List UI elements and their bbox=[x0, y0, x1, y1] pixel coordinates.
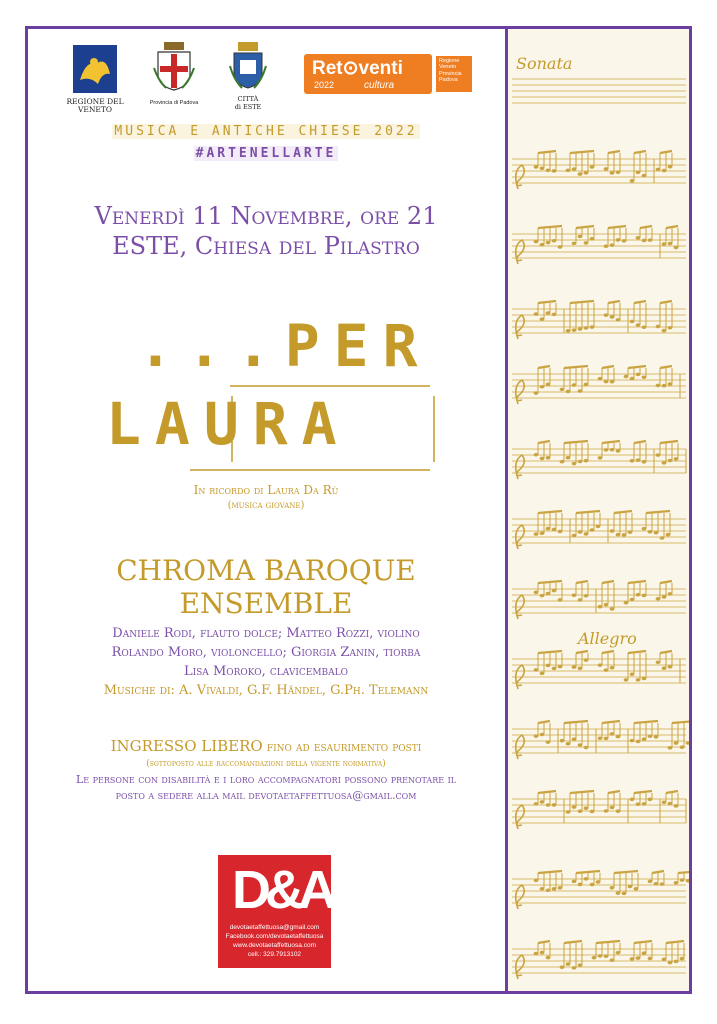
event-place: ESTE, Chiesa del Pilastro bbox=[112, 232, 420, 260]
music-staff bbox=[512, 511, 686, 549]
memory-line-1: In ricordo di Laura Da Rù bbox=[193, 483, 339, 497]
padova-caption: Provincia di Padova bbox=[149, 100, 199, 106]
stamp-frame-lines bbox=[100, 312, 440, 477]
music-staff bbox=[512, 791, 686, 829]
logo-provincia-padova bbox=[144, 40, 204, 112]
ensemble-line-2: ENSEMBLE bbox=[179, 587, 353, 620]
music-staff bbox=[512, 301, 686, 339]
in-memory bbox=[28, 482, 504, 514]
music-staff bbox=[512, 441, 686, 479]
music-staff bbox=[512, 366, 686, 404]
organizer-facebook: Facebook.com/devotaetaffettuosa bbox=[225, 933, 324, 940]
entry-headline bbox=[28, 738, 504, 756]
performers-line: Lisa Moroko, clavicembalo bbox=[183, 664, 349, 679]
music-staff bbox=[512, 581, 686, 619]
performers-line: Rolando Moro, violoncello; Giorgia Zanin, tiorba bbox=[111, 645, 421, 660]
ensemble-line-1: CHROMA BAROQUE bbox=[116, 554, 416, 587]
reteventi-year: 2022 bbox=[314, 80, 335, 90]
music-note bbox=[686, 741, 689, 745]
score-heading: Sonata bbox=[516, 54, 573, 73]
este-crest-icon bbox=[228, 40, 268, 92]
music-staff bbox=[512, 871, 689, 909]
entry-note: (sottoposto alle raccomandazioni della vigente normativa) bbox=[146, 759, 386, 769]
reteventi-side-line: Provincia bbox=[439, 70, 462, 77]
reteventi-subtitle: cultura bbox=[364, 80, 395, 91]
reteventi-side-line: Regione bbox=[439, 58, 460, 64]
este-caption-2: di ESTE bbox=[234, 103, 262, 111]
music-staff bbox=[512, 721, 689, 759]
sheet-music-image bbox=[508, 29, 689, 991]
concert-title bbox=[100, 312, 440, 477]
organizer-logo: D&A bbox=[232, 860, 331, 920]
logo-regione-veneto bbox=[56, 40, 134, 115]
sheet-music-manuscript bbox=[508, 29, 689, 991]
music-staff bbox=[512, 651, 686, 689]
padova-crest-icon bbox=[152, 40, 196, 92]
festival-title bbox=[28, 124, 504, 139]
title-line-1: ...PER bbox=[138, 312, 432, 380]
music-note bbox=[686, 879, 689, 883]
memory-line-2: (musica giovane) bbox=[227, 500, 305, 511]
hashtag bbox=[28, 146, 504, 161]
reteventi-side-line: Veneto bbox=[439, 64, 457, 71]
composers-line: Musiche di: A. Vivaldi, G.F. Händel, G.Ph. Telemann bbox=[103, 683, 429, 698]
entry-email-line: posto a sedere alla mail devotaetaffettuosa@gmail.com bbox=[115, 789, 417, 802]
event-info bbox=[28, 201, 504, 261]
event-date: Venerdì 11 Novembre, ore 21 bbox=[94, 202, 438, 230]
entry-lead-rest: fino ad esaurimento posti bbox=[262, 740, 422, 755]
este-caption-1: CITTÀ bbox=[237, 95, 259, 103]
reteventi-title: Ret⊙venti bbox=[312, 58, 403, 79]
logo-citta-este bbox=[222, 40, 274, 118]
reteventi-side-line: Padova bbox=[439, 76, 458, 83]
entry-info bbox=[28, 738, 504, 804]
veneto-caption: REGIONE DEL VENETO bbox=[66, 97, 124, 115]
music-staff bbox=[512, 79, 686, 103]
organizer-email: devotaetaffettuosa@gmail.com bbox=[229, 924, 320, 931]
score-tempo: Allegro bbox=[578, 629, 637, 648]
lion-of-saint-mark-icon bbox=[72, 44, 118, 94]
music-staff bbox=[512, 226, 686, 264]
music-staff bbox=[512, 941, 686, 979]
performers-list bbox=[28, 624, 504, 700]
reteventi-side-label bbox=[436, 56, 472, 92]
music-staff bbox=[512, 151, 686, 189]
title-line-2: LAURA bbox=[106, 390, 351, 458]
hashtag-text: #ARTENELLARTE bbox=[195, 146, 337, 161]
organizer-contacts bbox=[218, 923, 331, 959]
logo-reteventi bbox=[304, 54, 432, 94]
organizer-website: www.devotaetaffettuosa.com bbox=[233, 942, 316, 949]
organizer-badge bbox=[218, 855, 331, 968]
organizer-phone: cell.: 329.7913102 bbox=[247, 951, 302, 958]
ensemble-name bbox=[28, 554, 504, 620]
festival-text: MUSICA E ANTICHE CHIESE 2022 bbox=[114, 124, 418, 139]
entry-disability-line: Le persone con disabilità e i loro accompagnatori possono prenotare il bbox=[75, 773, 457, 786]
entry-lead: INGRESSO LIBERO bbox=[110, 737, 263, 755]
performers-line: Daniele Rodi, flauto dolce; Matteo Rozzi, violino bbox=[112, 626, 420, 641]
